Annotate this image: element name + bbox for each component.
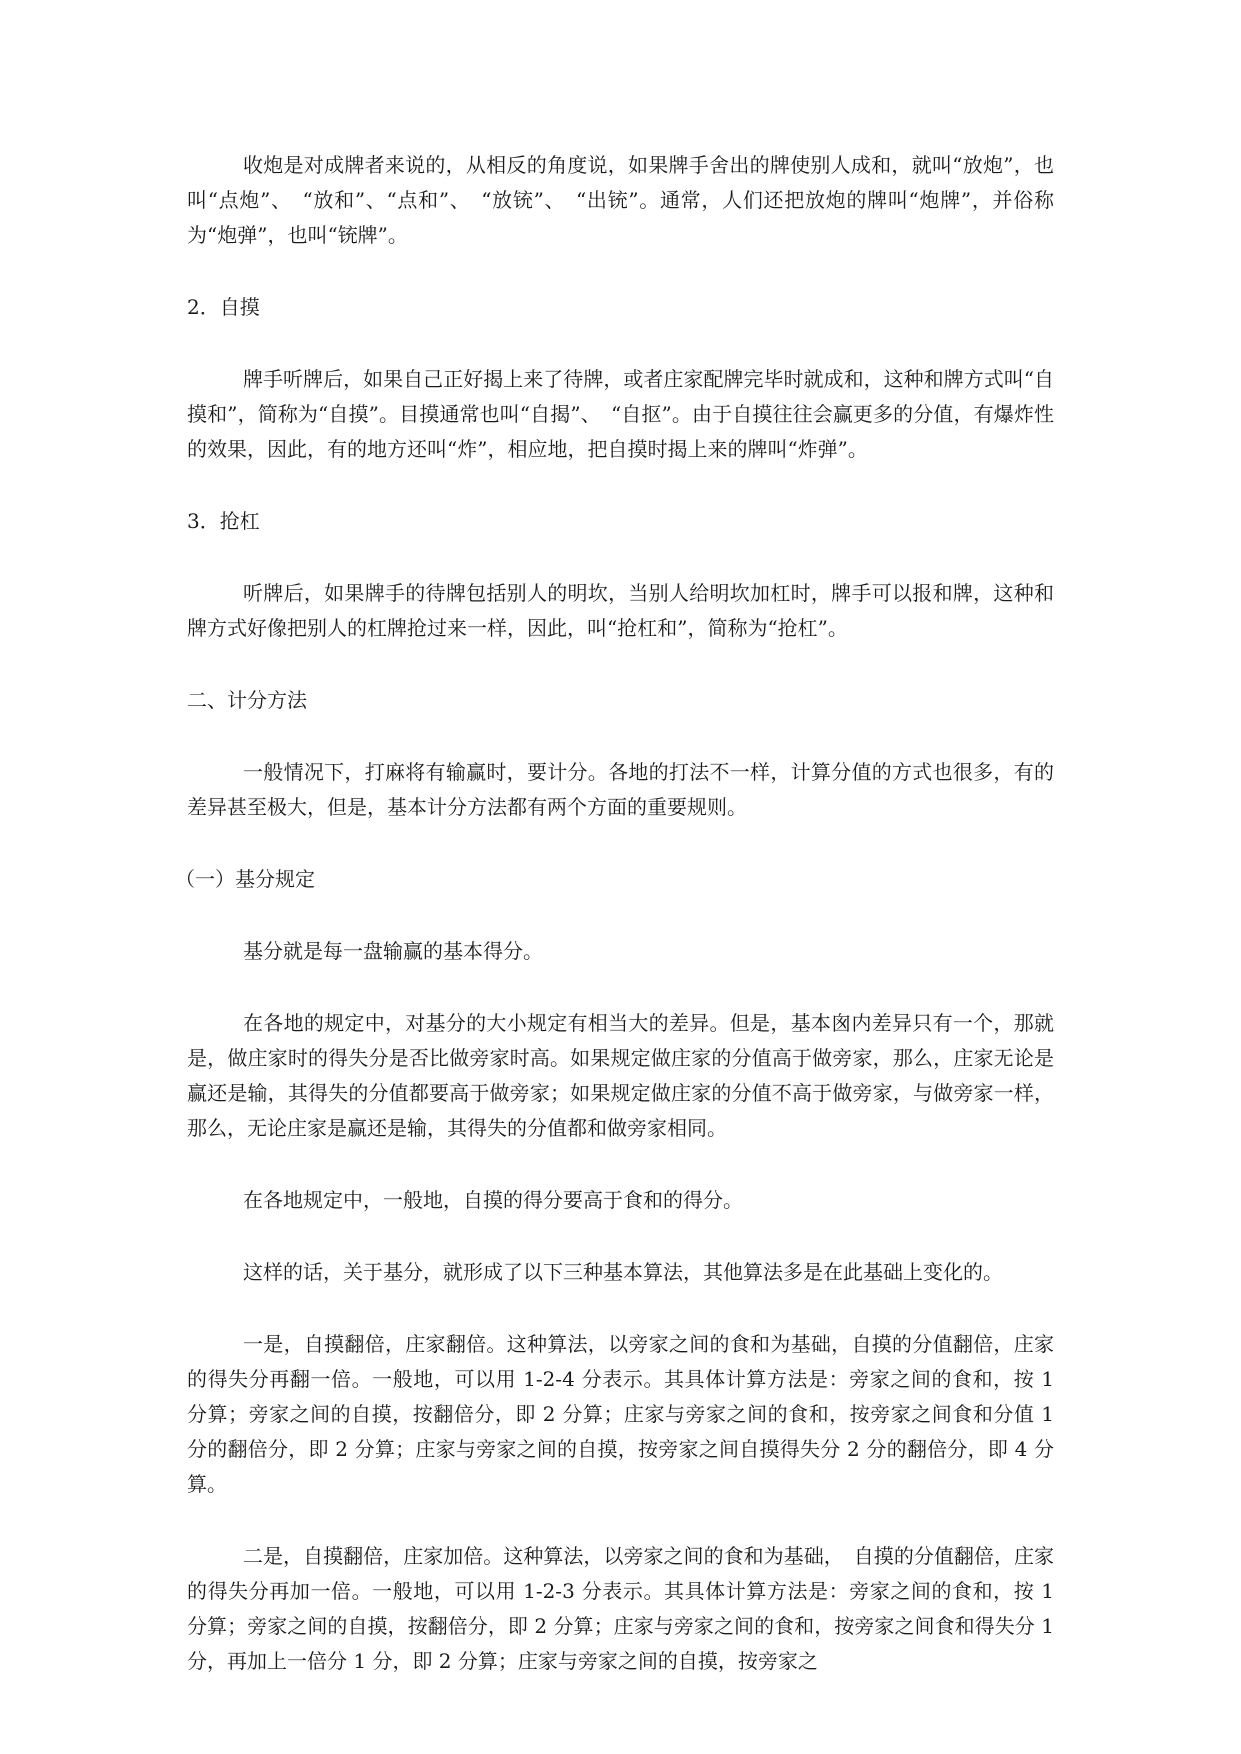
document-page [175,148,1054,1679]
paragraph-method-two: 二是，自摸翻倍，庄家加倍。这种算法，以旁家之间的食和为基础， 自摸的分值翻倍，庄家的得失分再加一倍。一般地，可以用 1-2-3 分表示。其具体计算方法是：旁家之间的食和，按 1 分算；旁家之间的自摸，按翻倍分，即 2 分算；庄家与旁家之间的食和，按旁家之间食和得失分 1 分，再加上一倍分 1 分，即 2 分算；庄家与旁家之间的自摸，按旁家之 [187,1544,1054,1673]
paragraph-base-score-rules: 在各地的规定中，对基分的大小规定有相当大的差异。但是，基本囪内差异只有一个，那就是，做庄家时的得失分是否比做旁家时高。如果规定做庄家的分值高于做旁家，那么，庄家无论是赢还是输，其得失的分值都要高于做旁家；如果规定做庄家的分值不高于做旁家，与做旁家一样，那么，无论庄家是赢还是输，其得失的分值都和做旁家相同。 [187,1011,1054,1140]
section-heading-zimo: 2．自摸 [187,295,260,319]
section-heading-qianggang: 3．抢杠 [187,509,260,533]
subsection-heading-base-score: （一）基分规定 [175,867,315,891]
paragraph-method-one: 一是，自摸翻倍，庄家翻倍。这种算法，以旁家之间的食和为基础，自摸的分值翻倍，庄家的得失分再翻一倍。一般地，可以用 1-2-4 分表示。其具体计算方法是：旁家之间的食和，按 1 分算；旁家之间的自摸，按翻倍分，即 2 分算；庄家与旁家之间的食和，按旁家之间食和分值 1 分的翻倍分，即 2 分算；庄家与旁家之间的自摸，按旁家之间自摸得失分 2 分的翻倍分，即 4 分算。 [187,1332,1054,1496]
paragraph-three-methods: 这样的话，关于基分，就形成了以下三种基本算法，其他算法多是在此基础上变化的。 [243,1260,1003,1284]
paragraph-qianggang: 听牌后，如果牌手的待牌包括别人的明坎，当别人给明坎加杠时，牌手可以报和牌，这种和牌方式好像把别人的杠牌抢过来一样，因此，叫“抢杠和”，简称为“抢杠”。 [187,581,1054,640]
paragraph-fangpao: 收炮是对成牌者来说的，从相反的角度说，如果牌手舍出的牌使别人成和，就叫“放炮”，也叫“点炮”、 “放和”、“点和”、 “放铳”、 “出铳”。通常，人们还把放炮的牌叫“炮牌”，并俗称为“炮弹”，也叫“铳牌”。 [187,153,1054,247]
section-heading-scoring: 二、计分方法 [187,688,307,712]
paragraph-zimo: 牌手听牌后，如果自己正好揭上来了待牌，或者庄家配牌完毕时就成和，这种和牌方式叫“自摸和”，简称为“自摸”。目摸通常也叫“自揭”、 “自抠”。由于自摸往往会赢更多的分值，有爆炸性的效果，因此，有的地方还叫“炸”，相应地，把自摸时揭上来的牌叫“炸弹”。 [187,367,1054,461]
paragraph-base-score-definition: 基分就是每一盘输赢的基本得分。 [243,939,543,963]
paragraph-scoring-intro: 一般情况下，打麻将有输赢时，要计分。各地的打法不一样，计算分值的方式也很多，有的差异甚至极大，但是，基本计分方法都有两个方面的重要规则。 [187,760,1054,819]
paragraph-zimo-higher: 在各地规定中，一般地，自摸的得分要高于食和的得分。 [243,1188,743,1212]
